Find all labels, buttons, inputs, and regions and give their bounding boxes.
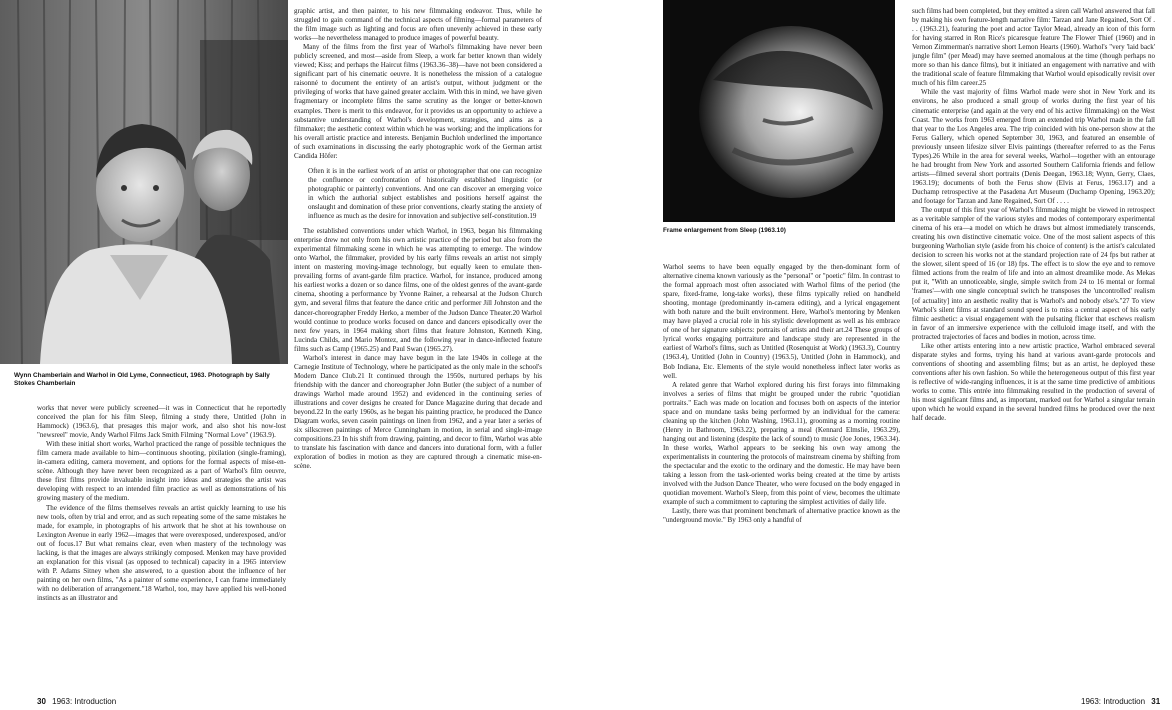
left-page-column-2 xyxy=(294,7,542,685)
paragraph: With these initial short works, Warhol practiced the range of possible techniques the film camera made available to him—continuous shooting, pixilation (single-framing), in-camera editing, camera movement, and options for the formal aspects of mise-en-scène. Although they have never been recognized as a part of Warhol's film oeuvre, these first films provide invaluable insight into ideas and strategies the artist was developing with respect to an intended film practice as well as demonstrations of his growing mastery of the medium. xyxy=(37,440,286,503)
page-number-left xyxy=(37,697,116,706)
left-page xyxy=(0,0,585,710)
block-quote: Often it is in the earliest work of an artist or photographer that one can recognize the confluence or confrontation of historically established linguistic (or photographic or painterly) conventions. And one can discover an emerging voice in which the authorial subject establishes and positions herself against the onslaught and domination of these prior conventions, clearly stating the anxiety of influence as much as the desire for innovation and subjective self-constitution.19 xyxy=(308,166,542,221)
right-page-column-2 xyxy=(912,7,1155,687)
paragraph: A related genre that Warhol explored during his first forays into filmmaking involves a series of films that might be grouped under the rubric "quotidian portraits." Each was made on location and focuses both on aspects of the interior space and on mundane tasks being performed by an individual for the camera: cleaning up the kitchen (John Washing, 1963.11), grooming as a morning routine (Henry in Bathroom, 1963.22), preparing a meal (Kennard Elmslie, 1963.29), hanging out and listening (despite the lack of sound) to music (Joe Jones, 1963.34). In these works, Warhol appears to be seeking his own way among the experimentalists in countering the protocols of mainstream cinema by shifting from the spectacular and the exotic to the ordinary and the domestic. He may have been taking a lesson from the task-oriented works being created at the time by artists involved with the Judson Dance Theater, who were focused on the body engaged in quotidian movement. Warhol's Sleep, from this point of view, becomes the ultimate example of such a commitment to capturing the simplest activities of daily life. xyxy=(663,380,900,507)
paragraph: Many of the films from the first year of Warhol's filmmaking have never been publicly screened, and most—aside from Sleep, a work far better known than widely viewed; Kiss; and perhaps the Haircut films (1963.36–38)—have not been considered a significant part of his cinematic oeuvre. It is nonetheless the mission of a catalogue raisonné to document the entirety of an artist's output, without judgment or the privileging of works that have gained greater acclaim. With this in mind, we have given fragmentary or incomplete films the same scrutiny as the longer or better-known examples. There is merit to this endeavor, for it provides us an opportunity to achieve a substantive understanding of Warhol's development, strategies, and aims as a filmmaker; the aesthetic context within which he was working; and the implications for his overall artistic practice and interests. Benjamin Buchloh underlined the importance of such examinations in discussing the early photographic work of the German artist Candida Höfer: xyxy=(294,43,542,160)
paragraph: The output of this first year of Warhol's filmmaking might be viewed in retrospect as a veritable sampler of the various styles and modes of contemporary experimental cinema of his era—a model on which he draws but almost immediately transcends, creating his own distinctive cinematic voice. One of the most salient aspects of this burgeoning Warholian style (aside from his choice of content) is the artist's calculated decision to screen his works not at the standard projection rate of 24 fps but rather at the slower, silent speed of 16 (or 18) fps. The effect is to slow the eye and to remove filmed actions from the realm of life and into an almost dreamlike mode. As Mekas put it, "With an unnoticeable, single, simple switch from 24 to 16 mental or formal 'frames'—with one single conceptual switch he transposes the 'uncontrolled' realism [of actuality] into an aesthetic reality that is Warhol's and nobody else's."27 To view Warhol's silent films at standard sound speed is to miss a central aspect of his early filmic aesthetic: a visual engagement with the pulsating flicker that eschews realism in favor of an immersive experience with the celluloid image itself, and with the protracted trajectories of faces and bodies in motion, across time. xyxy=(912,206,1155,341)
left-page-column-1 xyxy=(37,404,286,682)
paragraph: Lastly, there was that prominent benchmark of alternative practice known as the "underground movie." By 1963 only a handful of xyxy=(663,507,900,525)
photo-sleep-frame xyxy=(663,0,895,222)
right-page xyxy=(587,0,1172,710)
paragraph: Like other artists entering into a new artistic practice, Warhol embraced several disparate styles and forms, trying his hand at various avant-garde protocols and conventions of shooting and assembling films; but as an artist, he deployed these conventions after his own fashion. So while the heterogeneous output of this first year is reflective of wide-ranging influences, it is at the same time predictive of ambitious works to come. This entrée into filmmaking resulted in the production of several of his most significant films and, as important, marked out for Warhol a singular terrain upon which he would expand in the several hundred films he produced over the next half decade. xyxy=(912,341,1155,423)
photo-caption-right: Frame enlargement from Sleep (1963.10) xyxy=(663,227,786,234)
paragraph: such films had been completed, but they emitted a siren call Warhol answered that fall by making his own feature-length narrative film: Tarzan and Jane Regained, Sort Of . . . (1963.21), featuring the poet and actor Taylor Mead, already an icon of this form for having starred in Ron Rice's picaresque feature The Flower Thief (1960) and in Vernon Zimmerman's narrative short Lemon Hearts (1960). Warhol's "very 'laid back' jungle film" (per Mead) may have seemed anomalous at the time (though perhaps no more so than his dance films), but it initiated an engagement with narrative and with the traditional scale of feature filmmaking that Warhol would episodically revisit over much of his film career.25 xyxy=(912,7,1155,88)
paragraph: Warhol's interest in dance may have begun in the late 1940s in college at the Carnegie Institute of Technology, where he participated as the only male in the school's Modern Dance Club.21 It continued through the 1950s, nurtured perhaps by his friendship with the dancer and choreographer John Butler (the subject of a number of drawings Warhol made around 1952) and evidenced in the continuing series of illustrations and cover designs he created for Dance Magazine during that decade and beyond.22 In the early 1960s, as he began his painting practice, he produced the Dance Diagram works, seven casein paintings on linen from 1962, and a year later a series of six silkscreen paintings of Merce Cunningham in motion, in serial and single-image compositions.23 In his shift from drawing, painting, and decor to film, Warhol was able to translate his fascination with dance and dancers into durational form, with a fuller exploration of bodies in motion as they are captured through a cinematic mise-en-scène. xyxy=(294,353,542,471)
paragraph: The established conventions under which Warhol, in 1963, began his filmmaking enterprise drew not only from his own artistic practice of the period but also from the experimental filmmaking scene in which he was attempting to emerge. The window onto Warhol, the filmmaker, provided by his early films reveals an artist not simply intent on mastering moving-image technology, but equally keen to emulate then-prevailing forms of avant-garde film practice. Warhol, for instance, produced among his earliest works a dozen or so dance films, one of the oldest genres of the avant-garde cinema, shooting a performance by Yvonne Rainer, a rehearsal at the Judson Church gym, and several films that feature the dance critic and performer Jill Johnston and the dancer-choreographer Freddy Herko, a member of the Judson Dance Theater.20 Warhol would continue to produce works focused on dance and dancers episodically over the next few years, in 1964 making short films that feature Johnston, Kenneth King, Lucinda Childs, and Mario Montez, and the following year in dance-inflected feature films such as Camp (1965.25) and Paul Swan (1965.27). xyxy=(294,227,542,353)
folio-label: 1963: Introduction xyxy=(1081,697,1146,706)
paragraph: The evidence of the films themselves reveals an artist quickly learning to use his new tools, often by trial and error, and as such repeating some of the same mistakes he made, for example, in photographs of his artwork that he shot at his townhouse on Lexington Avenue in early 1962—images that were overexposed, underexposed, and/or out of focus.17 But what remains clear, even when mastery of the technology was lacking, is that the images are always strikingly composed. Menken may have provided an explanation for this visual (as opposed to technical) capacity in a 1965 interview with P. Adams Sitney when she answered, to a question about the influence of her painting on her own films, "As a painter of some experience, I can frame immediately with no deliberation of arrangement."18 Warhol, too, may have applied his well-honed instincts as an illustrator and xyxy=(37,503,286,602)
photo-sleep-frame-image xyxy=(663,0,895,222)
paragraph: works that never were publicly screened—it was in Connecticut that he reportedly conceived the plan for his film Sleep, filming a study there, Untitled (John in Hammock) (1963.6), that presages this major work, and also shot his now-lost "newsreel" movie, Andy Warhol Films Jack Smith Filming "Normal Love" (1963.9). xyxy=(37,404,286,440)
page-number-right xyxy=(1081,697,1160,706)
paragraph: Warhol seems to have been equally engaged by the then-dominant form of alternative cinema known variously as the "personal" or "poetic" film. In contrast to the formal approach most often associated with Warhol films of the period (the spare, fixed-frame, long-take works), these films typically relied on handheld shooting, montage (predominantly in-camera editing), and a lyrical engagement with both nature and the built environment. Here, Warhol's mentoring by Menken may have played a crucial role in his stylistic development as well as his embrace of one of her signature subjects: portraits of artists and their art.24 These groups of lyrical works engaging portraiture and landscape study are represented in the earliest of Warhol's films, such as Untitled (Rosenquist at Work) (1963.3), Country (1963.4), Untitled (John in Country) (1963.5), Untitled (John in Hammock), and Bob Indiana, Etc. Elements of the style would nonetheless inflect later works as well. xyxy=(663,263,900,380)
photo-chamberlain-warhol xyxy=(0,0,288,364)
folio-label: 1963: Introduction xyxy=(52,697,117,706)
folio-number: 30 xyxy=(37,697,46,706)
folio-number: 31 xyxy=(1151,697,1161,706)
right-page-column-1 xyxy=(663,263,900,687)
paragraph: While the vast majority of films Warhol made were shot in New York and its environs, he also produced a small group of works during the first year of his cinematic enterprise (and again at the very end of his active filmmaking) on the West Coast. The works from 1963 emerged from an extended trip Warhol made in the fall that year to the Los Angeles area. The trip coincided with his one-person show at the Ferus Gallery, which opened September 30, 1963, and featured an ensemble of previously unseen lifesize silver Elvis paintings (thereafter referred to as the Ferus Types).26 While in the area for several weeks, Warhol—together with an entourage he had brought from New York and assorted Southern California friends and fellow artists—filmed several short portraits (Denis Deegan, 1963.18; Wynn, Gerry, Claes, 1963.19); documents of both the Ferus show (Elvis at Ferus, 1963.17) and a Duchamp retrospective at the Pasadena Art Museum (Duchamp Opening, 1963.20); and footage for Tarzan and Jane Regained, Sort Of . . . . xyxy=(912,88,1155,205)
paragraph: graphic artist, and then painter, to his new filmmaking endeavor. Thus, while he struggled to gain command of the technical aspects of filming—formal parameters of the film image such as lighting and focus are often unevenly achieved in these early works—he nevertheless managed to produce images of powerful beauty. xyxy=(294,7,542,43)
photo-caption-left: Wynn Chamberlain and Warhol in Old Lyme, Connecticut, 1963. Photograph by Sally Stokes Chamberlain xyxy=(14,372,270,388)
photo-chamberlain-warhol-image xyxy=(0,0,288,364)
